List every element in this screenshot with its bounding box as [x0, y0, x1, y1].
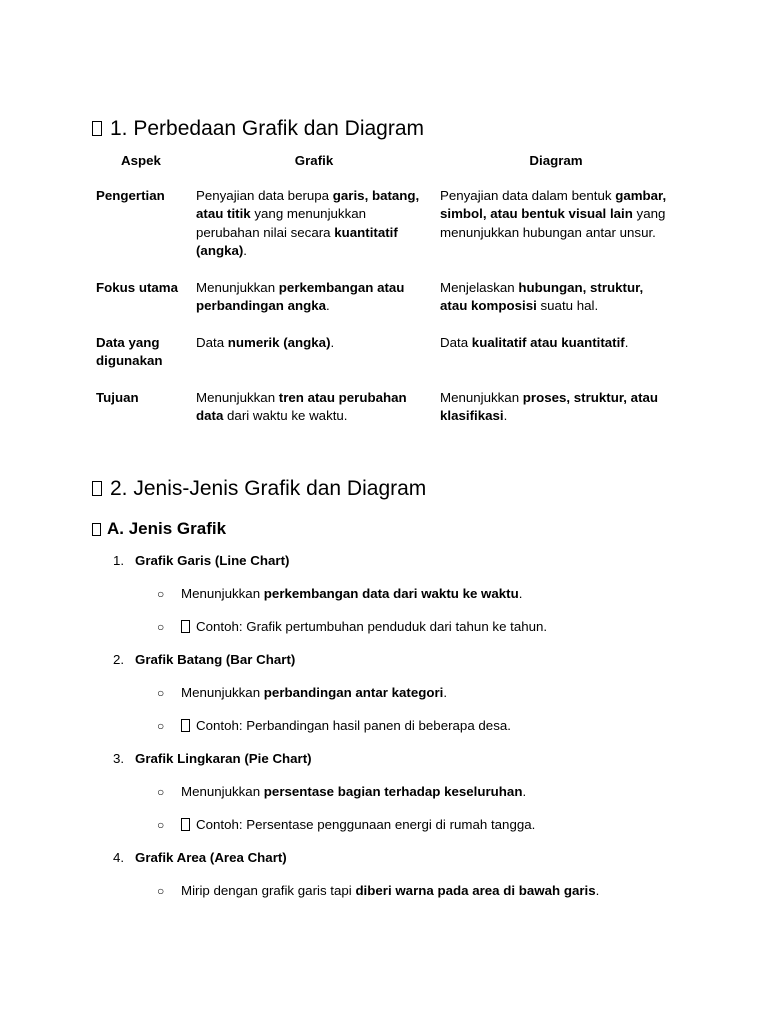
- item-title: Grafik Area (Area Chart): [135, 850, 287, 865]
- row-aspek: Tujuan: [96, 389, 139, 405]
- section-2-title: 2. Jenis-Jenis Grafik dan Diagram: [110, 477, 427, 500]
- list-item: [92, 552, 692, 636]
- row-grafik: Data numerik (angka).: [196, 334, 335, 350]
- bullet-icon: ○: [157, 686, 165, 700]
- list-item-point: ○ Mirip dengan grafik garis tapi diberi warna pada area di bawah garis.: [157, 883, 600, 898]
- row-aspek: Data yang digunakan: [96, 334, 163, 368]
- bullet-icon: ○: [157, 785, 165, 799]
- item-title: Grafik Garis (Line Chart): [135, 553, 290, 568]
- row-diagram: Penyajian data dalam bentuk gambar, simbol, atau bentuk visual lain yang menunjukkan hubungan antar unsur.: [440, 187, 667, 240]
- bullet-icon: ○: [157, 587, 165, 601]
- item-title: Grafik Lingkaran (Pie Chart): [135, 751, 312, 766]
- table-row: [90, 279, 676, 334]
- header-grafik: Grafik: [294, 153, 334, 168]
- item-number: 1.: [113, 553, 125, 568]
- section-2-heading: [92, 476, 426, 502]
- bullet-icon: ○: [157, 818, 165, 832]
- table-row: [90, 334, 676, 389]
- list-item-point: ○ Menunjukkan perkembangan data dari waktu ke waktu.: [157, 586, 523, 601]
- table-header-row: [90, 150, 676, 179]
- missing-glyph-icon: [181, 719, 190, 732]
- row-grafik: Penyajian data berupa garis, batang, atau titik yang menunjukkan perubahan nilai secara kuantitatif (angka).: [196, 187, 420, 258]
- row-grafik: Menunjukkan tren atau perubahan data dari waktu ke waktu.: [196, 389, 407, 423]
- missing-glyph-icon: [92, 481, 102, 496]
- list-item-example: ○ Contoh: Grafik pertumbuhan penduduk dari tahun ke tahun.: [157, 619, 548, 634]
- bullet-icon: ○: [157, 620, 165, 634]
- comparison-table: [90, 150, 676, 444]
- item-title: Grafik Batang (Bar Chart): [135, 652, 296, 667]
- row-diagram: Data kualitatif atau kuantitatif.: [440, 334, 629, 350]
- item-number: 4.: [113, 850, 125, 865]
- list-item-point: ○ Menunjukkan perbandingan antar kategori.: [157, 685, 448, 700]
- list-item-example: ○ Contoh: Perbandingan hasil panen di beberapa desa.: [157, 718, 511, 733]
- header-diagram: Diagram: [529, 153, 583, 168]
- row-aspek: Pengertian: [96, 187, 165, 203]
- list-item: [92, 750, 692, 834]
- item-number: 2.: [113, 652, 125, 667]
- missing-glyph-icon: [181, 818, 190, 831]
- bullet-icon: ○: [157, 884, 165, 898]
- row-aspek: Fokus utama: [96, 279, 179, 295]
- subsection-a-title: A. Jenis Grafik: [107, 519, 227, 538]
- table-row: [90, 389, 676, 444]
- list-item-example: ○ Contoh: Persentase penggunaan energi di rumah tangga.: [157, 817, 536, 832]
- missing-glyph-icon: [92, 523, 101, 536]
- bullet-icon: ○: [157, 719, 165, 733]
- section-1-heading: [92, 116, 424, 142]
- section-1-title: 1. Perbedaan Grafik dan Diagram: [110, 117, 425, 140]
- table-row: [90, 179, 676, 279]
- subsection-a-heading: [92, 518, 226, 540]
- list-item-point: ○ Menunjukkan persentase bagian terhadap keseluruhan.: [157, 784, 527, 799]
- list-item: [92, 849, 692, 900]
- chart-types-list: [92, 552, 692, 900]
- item-number: 3.: [113, 751, 125, 766]
- row-diagram: Menjelaskan hubungan, struktur, atau komposisi suatu hal.: [440, 279, 644, 313]
- row-diagram: Menunjukkan proses, struktur, atau klasifikasi.: [440, 389, 659, 423]
- list-item: [92, 651, 692, 735]
- missing-glyph-icon: [181, 620, 190, 633]
- header-aspek: Aspek: [121, 153, 161, 168]
- missing-glyph-icon: [92, 121, 102, 136]
- row-grafik: Menunjukkan perkembangan atau perbandingan angka.: [196, 279, 405, 313]
